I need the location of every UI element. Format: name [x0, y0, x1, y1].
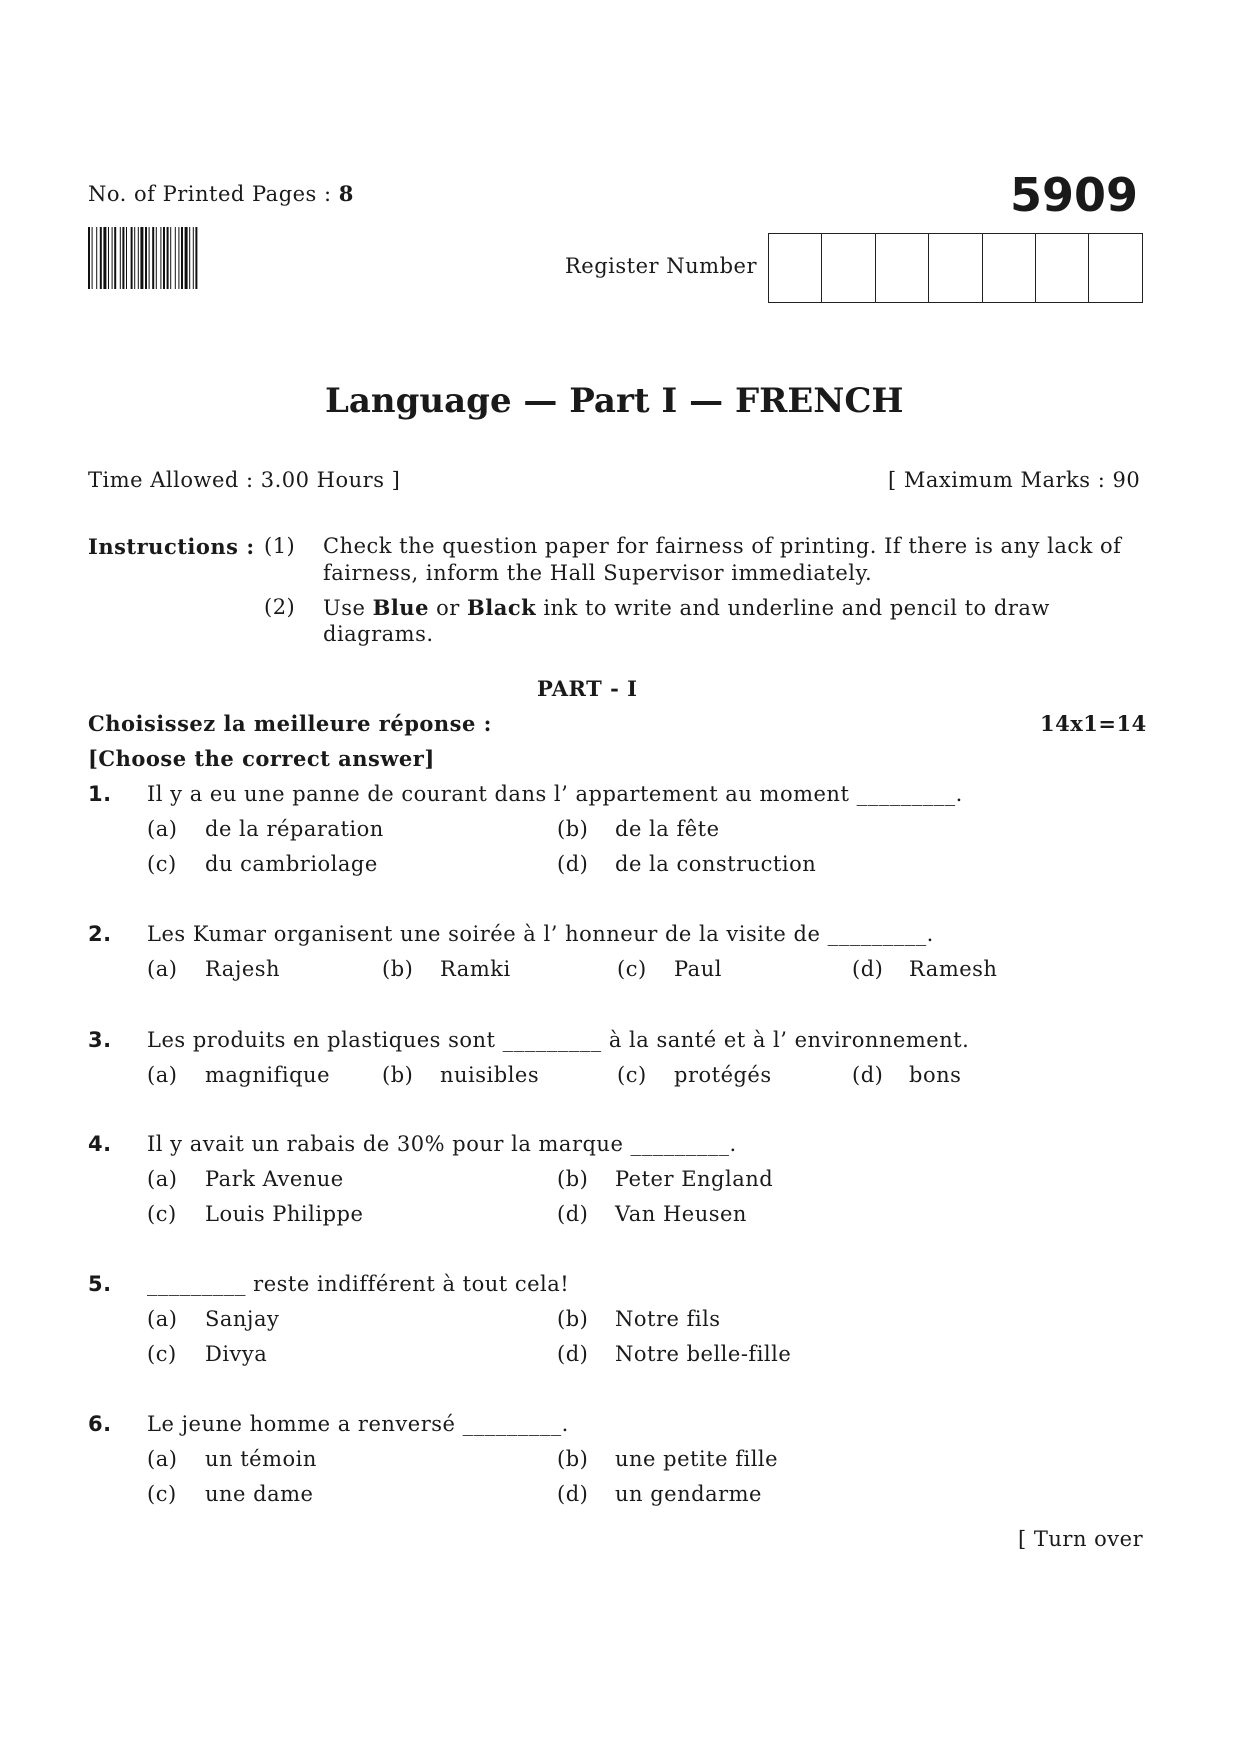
option-letter: (c): [617, 1063, 647, 1087]
question-text: Les produits en plastiques sont _________ à la santé et à l’ environnement.: [147, 1028, 970, 1052]
question-number: 3.: [88, 1028, 112, 1052]
question-number: 6.: [88, 1412, 112, 1436]
option-text: Sanjay: [205, 1307, 280, 1331]
page-title: Language — Part I — FRENCH: [325, 381, 904, 421]
part-heading: PART - I: [537, 676, 638, 701]
question-number: 2.: [88, 922, 112, 946]
instruction-2-line-2: diagrams.: [323, 622, 434, 646]
option-letter: (c): [147, 1482, 177, 1506]
barcode-icon: [88, 227, 274, 289]
instruction-2-pre: Use: [323, 596, 373, 620]
part-marks: 14x1=14: [1040, 711, 1147, 736]
option-text: de la construction: [615, 852, 817, 876]
instructions-label: Instructions :: [88, 534, 255, 559]
option-letter: (d): [557, 1342, 589, 1366]
question-text: Le jeune homme a renversé _________.: [147, 1412, 569, 1436]
option-text: une dame: [205, 1482, 314, 1506]
turn-over: [ Turn over: [1018, 1527, 1144, 1551]
register-number-box[interactable]: [875, 233, 929, 303]
paper-code: 5909: [1010, 168, 1139, 222]
option-text: bons: [909, 1063, 962, 1087]
question-number: 1.: [88, 782, 112, 806]
option-letter: (b): [557, 1447, 589, 1471]
option-text: magnifique: [205, 1063, 331, 1087]
instruction-1-number: (1): [264, 534, 296, 558]
printed-pages-label: No. of Printed Pages :: [88, 182, 332, 206]
option-letter: (a): [147, 1063, 178, 1087]
option-letter: (b): [382, 957, 414, 981]
question-text: _________ reste indifférent à tout cela!: [147, 1272, 570, 1296]
register-number-box[interactable]: [928, 233, 982, 303]
option-text: Notre belle-fille: [615, 1342, 792, 1366]
register-number-box[interactable]: [1035, 233, 1089, 303]
direction-english: [Choose the correct answer]: [88, 746, 435, 771]
option-letter: (a): [147, 1447, 178, 1471]
option-text: nuisibles: [440, 1063, 540, 1087]
direction-french: Choisissez la meilleure réponse :: [88, 711, 492, 736]
option-text: Ramki: [440, 957, 511, 981]
printed-pages-line: [88, 183, 354, 205]
option-letter: (d): [852, 1063, 884, 1087]
option-letter: (c): [147, 1342, 177, 1366]
option-text: Peter England: [615, 1167, 774, 1191]
instruction-2-line-1: [323, 597, 1050, 619]
option-text: de la réparation: [205, 817, 384, 841]
time-allowed: Time Allowed : 3.00 Hours ]: [88, 468, 401, 492]
option-letter: (d): [557, 1482, 589, 1506]
option-text: protégés: [674, 1063, 772, 1087]
maximum-marks: [ Maximum Marks : 90: [888, 468, 1141, 492]
option-letter: (c): [147, 1202, 177, 1226]
register-number-label: Register Number: [565, 254, 757, 278]
register-number-box[interactable]: [982, 233, 1036, 303]
option-text: un gendarme: [615, 1482, 762, 1506]
option-letter: (a): [147, 957, 178, 981]
instruction-1-line-1: Check the question paper for fairness of printing. If there is any lack of: [323, 534, 1122, 558]
instruction-2-number: (2): [264, 595, 296, 619]
printed-pages-value: 8: [338, 181, 354, 206]
question-text: Il y a eu une panne de courant dans l’ appartement au moment _________.: [147, 782, 963, 806]
option-text: un témoin: [205, 1447, 317, 1471]
instruction-1-line-2: fairness, inform the Hall Supervisor immediately.: [323, 561, 873, 585]
option-letter: (c): [147, 852, 177, 876]
option-text: Rajesh: [205, 957, 281, 981]
option-letter: (b): [557, 1307, 589, 1331]
option-letter: (d): [557, 1202, 589, 1226]
instruction-2-mid: or: [428, 596, 467, 620]
option-text: Notre fils: [615, 1307, 721, 1331]
option-text: Van Heusen: [615, 1202, 747, 1226]
option-text: Divya: [205, 1342, 268, 1366]
option-text: Paul: [674, 957, 722, 981]
option-letter: (c): [617, 957, 647, 981]
option-text: Louis Philippe: [205, 1202, 364, 1226]
option-letter: (b): [382, 1063, 414, 1087]
instruction-2-black: Black: [466, 595, 537, 620]
question-number: 4.: [88, 1132, 112, 1156]
option-text: de la fête: [615, 817, 720, 841]
option-text: Ramesh: [909, 957, 998, 981]
option-letter: (a): [147, 1167, 178, 1191]
option-letter: (d): [852, 957, 884, 981]
option-letter: (a): [147, 817, 178, 841]
register-number-box[interactable]: [768, 233, 822, 303]
register-number-box[interactable]: [821, 233, 875, 303]
question-text: Il y avait un rabais de 30% pour la marque _________.: [147, 1132, 737, 1156]
option-text: une petite fille: [615, 1447, 779, 1471]
instruction-2-blue: Blue: [372, 595, 429, 620]
option-letter: (b): [557, 817, 589, 841]
option-letter: (d): [557, 852, 589, 876]
question-number: 5.: [88, 1272, 112, 1296]
option-letter: (b): [557, 1167, 589, 1191]
register-number-box[interactable]: [1088, 233, 1142, 303]
option-letter: (a): [147, 1307, 178, 1331]
instruction-2-post: ink to write and underline and pencil to draw: [536, 596, 1050, 620]
question-text: Les Kumar organisent une soirée à l’ honneur de la visite de _________.: [147, 922, 934, 946]
option-text: Park Avenue: [205, 1167, 344, 1191]
option-text: du cambriolage: [205, 852, 378, 876]
